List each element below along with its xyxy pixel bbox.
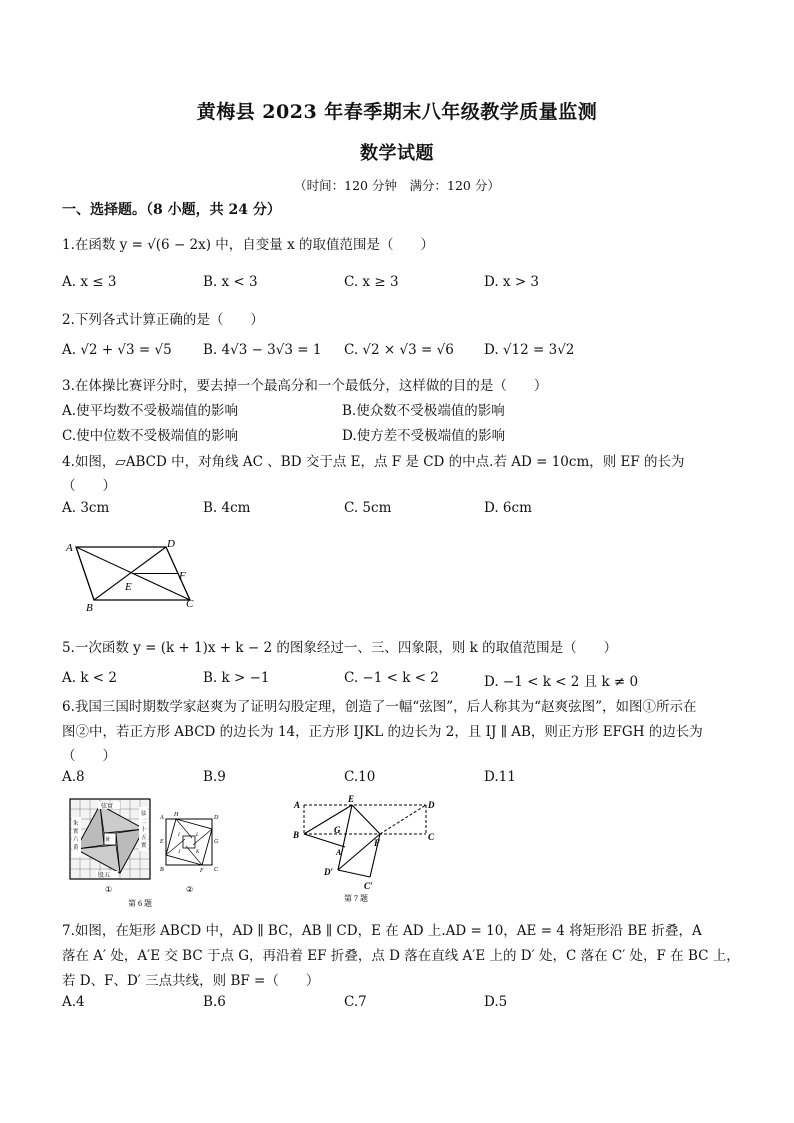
fig2-label-h: H <box>174 812 179 818</box>
svg-text:五: 五 <box>141 835 147 841</box>
q6-option-b: B.9 <box>203 769 226 785</box>
crease-be <box>304 805 352 834</box>
q5-option-c: C. −1 < k < 2 <box>344 670 439 686</box>
svg-text:實: 實 <box>141 843 147 849</box>
q7-label-f: F <box>374 838 381 848</box>
q5-option-a: A. k < 2 <box>62 670 117 686</box>
q4-option-a: A. 3cm <box>62 500 110 516</box>
question-6-stem-line2: 图②中，若正方形 ABCD 的边长为 14，正方形 IJKL 的边长为 2，且 IJ ∥ AB，则正方形 EFGH 的边长为 <box>62 724 703 740</box>
q2-option-a: A. √2 + √3 = √5 <box>62 342 172 358</box>
exam-time-info: （时间：120 分钟 满分：120 分） <box>294 178 500 193</box>
q1-option-b: B. x < 3 <box>203 274 258 290</box>
q7-label-a-prime: A′ <box>336 848 344 857</box>
question-2-stem: 2.下列各式计算正确的是（ ） <box>62 312 264 328</box>
q3-option-d: D.使方差不受极端值的影响 <box>342 428 506 444</box>
fig2-label-g: G <box>214 839 219 845</box>
q7-option-d: D.5 <box>484 994 508 1010</box>
question-1-stem: 1.在函数 y = √(6 − 2x) 中，自变量 x 的取值范围是（ ） <box>62 237 435 253</box>
svg-text:股五: 股五 <box>98 873 111 879</box>
q1-option-c: C. x ≥ 3 <box>344 274 399 290</box>
figure-6-caption: 第 6 题 <box>128 899 152 908</box>
crease-ef <box>352 805 380 834</box>
svg-text:朱: 朱 <box>73 821 79 827</box>
label-f: F <box>179 570 186 582</box>
segment-d-prime-c-prime <box>338 870 370 877</box>
svg-text:黄: 黄 <box>73 845 79 851</box>
fig2-label-e: E <box>160 839 164 845</box>
page-title: 黄梅县 2023 年春季期末八年级教学质量监测 <box>196 101 598 123</box>
q7-label-a: A <box>294 800 301 810</box>
q7-option-c: C.7 <box>344 994 367 1010</box>
q2-option-b: B. 4√3 − 3√3 = 1 <box>203 342 322 358</box>
q1-option-a: A. x ≤ 3 <box>62 274 117 290</box>
question-7-stem-line1: 7.如图，在矩形 ABCD 中，AD ∥ BC，AB ∥ CD，E 在 AD 上.AD = 10，AE = 4 将矩形沿 BE 折叠，A <box>62 923 702 939</box>
q7-label-c: C <box>428 832 435 842</box>
question-5-stem: 5.一次函数 y = (k + 1)x + k − 2 的图象经过一、三、四象限，则 k 的取值范围是（ ） <box>62 640 618 656</box>
question-6-stem-line3: （ ） <box>62 748 116 764</box>
svg-text:黄: 黄 <box>105 838 111 843</box>
question-7-stem-line3: 若 D、F、D′ 三点共线，则 BF =（ ） <box>62 973 320 989</box>
fig2-label-a: A <box>160 815 164 821</box>
page-subtitle: 数学试题 <box>360 143 434 164</box>
fig2-label-i: I <box>178 833 180 838</box>
q6-option-a: A.8 <box>62 769 85 785</box>
section-heading: 一、选择题。（8 小题，共 24 分） <box>62 202 281 218</box>
segment-ba-prime <box>304 834 345 847</box>
q7-folded-rectangle-figure <box>288 793 438 903</box>
q6-option-c: C.10 <box>344 769 376 785</box>
q1-option-d: D. x > 3 <box>484 274 540 290</box>
chord-diagram-figure-2 <box>159 812 219 874</box>
q6-option-d: D.11 <box>484 769 516 785</box>
q2-option-c: C. √2 × √3 = √6 <box>344 342 454 358</box>
fig-1-label: ① <box>105 885 113 894</box>
q7-label-e: E <box>348 794 355 804</box>
label-d: D <box>167 538 175 550</box>
svg-text:弦: 弦 <box>141 811 147 817</box>
q7-option-b: B.6 <box>203 994 226 1010</box>
fig2-label-c: C <box>214 867 219 873</box>
q5-option-d: D. −1 < k < 2 且 k ≠ 0 <box>484 674 639 690</box>
svg-text:十: 十 <box>141 827 147 833</box>
fig2-label-f: F <box>200 868 204 874</box>
q3-option-c: C.使中位数不受极端值的影响 <box>62 428 239 444</box>
q7-option-a: A.4 <box>62 994 85 1010</box>
q4-parallelogram-figure <box>62 535 202 615</box>
label-c: C <box>186 598 194 610</box>
question-4-stem-line1: 4.如图，▱ABCD 中，对角线 AC 、BD 交于点 E，点 F 是 CD 的中点.若 AD = 10cm，则 EF 的长为 <box>62 454 685 470</box>
label-a: A <box>66 542 73 554</box>
zhao-shuang-chord-diagram-image <box>70 799 150 879</box>
fig2-label-l: L <box>196 833 199 838</box>
q3-option-a: A.使平均数不受极端值的影响 <box>62 403 239 419</box>
svg-text:實: 實 <box>73 829 79 835</box>
question-3-stem: 3.在体操比赛评分时，要去掉一个最高分和一个最低分，这样做的目的是（ ） <box>62 378 548 394</box>
fig-2-label: ② <box>186 885 194 894</box>
svg-text:弦實: 弦實 <box>101 804 114 810</box>
fig2-label-b: B <box>160 867 164 873</box>
q7-label-d-prime: D′ <box>324 867 334 877</box>
q4-option-c: C. 5cm <box>344 500 392 516</box>
q5-option-b: B. k > −1 <box>203 670 270 686</box>
q7-label-b: B <box>293 830 300 840</box>
fig2-label-k: K <box>196 850 200 855</box>
q4-option-b: B. 4cm <box>203 500 251 516</box>
svg-text:二: 二 <box>141 819 147 825</box>
q4-option-d: D. 6cm <box>484 500 532 516</box>
figure-7-caption: 第 7 题 <box>344 894 368 903</box>
q7-label-d: D <box>428 800 435 810</box>
svg-text:六: 六 <box>73 837 79 843</box>
fig2-label-d: D <box>214 815 219 821</box>
question-4-stem-line2: （ ） <box>62 478 116 494</box>
q7-label-c-prime: C′ <box>364 881 373 891</box>
q7-label-g: G <box>334 825 341 835</box>
q2-option-d: D. √12 = 3√2 <box>484 342 575 358</box>
label-e: E <box>125 581 132 593</box>
fig2-label-j: J <box>178 850 181 855</box>
q6-figures <box>64 793 244 911</box>
question-6-stem-line1: 6.我国三国时期数学家赵爽为了证明勾股定理，创造了一幅“弦图”，后人称其为“赵爽弦图”，如图①所示在 <box>62 699 697 715</box>
segment-fd-dashed <box>380 805 426 834</box>
q3-option-b: B.使众数不受极端值的影响 <box>342 403 505 419</box>
label-b: B <box>86 602 93 614</box>
question-7-stem-line2: 落在 A′ 处，A′E 交 BC 于点 G，再沿着 EF 折叠，点 D 落在直线 A′E 上的 D′ 处，C 落在 C′ 处，F 在 BC 上， <box>62 948 740 964</box>
